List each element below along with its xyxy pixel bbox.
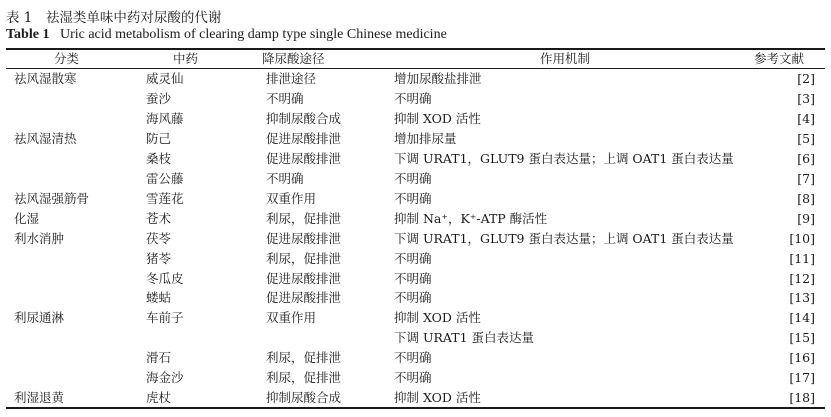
mechanism-cell: 抑制 XOD 活性: [394, 390, 481, 406]
mechanism-cell: 下调 URAT1，GLUT9 蛋白表达量；上调 OAT1 蛋白表达量: [394, 230, 734, 246]
table-row: [0, 388, 831, 407]
reference-cell: [8]: [797, 190, 815, 206]
table-row: [0, 368, 831, 387]
reference-cell: [9]: [797, 210, 815, 226]
table-row: [0, 89, 831, 108]
reference-cell: [18]: [789, 390, 815, 406]
mechanism-cell: 不明确: [394, 250, 432, 266]
pathway-cell: 不明确: [266, 170, 304, 186]
table-row: [0, 189, 831, 208]
mechanism-cell: 不明确: [394, 270, 432, 286]
medicine-cell: 车前子: [146, 310, 184, 326]
table-caption-en: [6, 27, 447, 43]
mechanism-cell: 增加排尿量: [394, 130, 457, 146]
medicine-cell: 滑石: [146, 350, 172, 366]
pathway-cell: 利尿，促排泄: [266, 350, 342, 366]
pathway-cell: 双重作用: [266, 190, 317, 206]
medicine-cell: 苍术: [146, 210, 172, 226]
medicine-cell: 海金沙: [146, 370, 184, 386]
medicine-cell: 蝼蛄: [146, 290, 172, 306]
table-title-en: Uric acid metabolism of clearing damp type single Chinese medicine: [59, 27, 447, 42]
category-cell: 祛风湿强筋骨: [14, 190, 90, 206]
reference-cell: [12]: [789, 270, 815, 286]
medicine-cell: 茯苓: [146, 230, 172, 246]
reference-cell: [5]: [797, 130, 815, 146]
mechanism-cell: 不明确: [394, 170, 432, 186]
pathway-cell: 利尿，促排泄: [266, 210, 342, 226]
reference-cell: [16]: [789, 350, 815, 366]
category-cell: 祛风湿清热: [14, 130, 77, 146]
mechanism-cell: 下调 URAT1 蛋白表达量: [394, 330, 535, 346]
pathway-cell: 抑制尿酸合成: [266, 110, 342, 126]
mechanism-cell: 抑制 XOD 活性: [394, 110, 481, 126]
header-medicine: 中药: [173, 51, 199, 66]
pathway-cell: 促进尿酸排泄: [266, 290, 342, 306]
category-cell: 祛风湿散寒: [14, 71, 77, 86]
pathway-cell: 利尿，促排泄: [266, 370, 342, 386]
bottom-rule: [6, 407, 825, 409]
mechanism-cell: 不明确: [394, 370, 432, 386]
reference-cell: [4]: [797, 110, 815, 126]
header-pathway: 降尿酸途径: [262, 51, 325, 66]
medicine-cell: 猪苓: [146, 250, 172, 266]
mechanism-cell: 增加尿酸盐排泄: [394, 71, 482, 86]
header-reference: 参考文献: [754, 51, 805, 66]
table-row: [0, 249, 831, 268]
table-row: [0, 109, 831, 128]
medicine-cell: 雪莲花: [146, 190, 184, 206]
header-mechanism: 作用机制: [540, 51, 591, 66]
reference-cell: [6]: [797, 150, 815, 166]
reference-cell: [7]: [797, 170, 815, 186]
mechanism-cell: 抑制 XOD 活性: [394, 310, 481, 326]
pathway-cell: 利尿，促排泄: [266, 250, 342, 266]
pathway-cell: 促进尿酸排泄: [266, 130, 342, 146]
pathway-cell: 促进尿酸排泄: [266, 150, 342, 166]
reference-cell: [14]: [789, 310, 815, 326]
pathway-cell: 抑制尿酸合成: [266, 390, 342, 406]
table-row: [0, 288, 831, 307]
table-label-en: Table 1: [6, 27, 50, 42]
medicine-cell: 海风藤: [146, 110, 184, 126]
table-row: [0, 348, 831, 367]
reference-cell: [11]: [789, 250, 815, 266]
header-category: 分类: [54, 51, 80, 66]
mechanism-cell: 下调 URAT1，GLUT9 蛋白表达量；上调 OAT1 蛋白表达量: [394, 150, 734, 166]
medicine-cell: 桑枝: [146, 150, 172, 166]
table-row: [0, 69, 831, 88]
pathway-cell: 双重作用: [266, 310, 317, 326]
mechanism-cell: 不明确: [394, 350, 432, 366]
category-cell: 利尿通淋: [14, 310, 65, 326]
medicine-cell: 蚕沙: [146, 91, 172, 106]
table-caption-cn: 表 1 祛湿类单味中药对尿酸的代谢: [6, 10, 222, 26]
mechanism-cell: 不明确: [394, 91, 432, 106]
medicine-cell: 威灵仙: [146, 71, 184, 86]
medicine-cell: 冬瓜皮: [146, 270, 184, 286]
category-cell: 化湿: [14, 210, 40, 226]
top-rule: [6, 48, 825, 50]
category-cell: 利湿退黄: [14, 390, 65, 406]
reference-cell: [10]: [789, 230, 815, 246]
medicine-cell: 防己: [146, 130, 172, 146]
table-row: [0, 149, 831, 168]
reference-cell: [13]: [789, 290, 815, 306]
table-row: [0, 129, 831, 148]
pathway-cell: 促进尿酸排泄: [266, 270, 342, 286]
mechanism-cell: 抑制 Na⁺，K⁺-ATP 酶活性: [394, 210, 548, 226]
pathway-cell: 排泄途径: [266, 71, 317, 86]
reference-cell: [3]: [797, 91, 815, 106]
medicine-cell: 雷公藤: [146, 170, 184, 186]
pathway-cell: 促进尿酸排泄: [266, 230, 342, 246]
table-row: [0, 209, 831, 228]
reference-cell: [15]: [789, 330, 815, 346]
mechanism-cell: 不明确: [394, 190, 432, 206]
table-row: [0, 169, 831, 188]
pathway-cell: 不明确: [266, 91, 304, 106]
reference-cell: [2]: [797, 71, 815, 86]
mechanism-cell: 不明确: [394, 290, 432, 306]
reference-cell: [17]: [789, 370, 815, 386]
medicine-cell: 虎杖: [146, 390, 172, 406]
table-row: [0, 269, 831, 288]
table-row: [0, 229, 831, 248]
category-cell: 利水消肿: [14, 230, 65, 246]
table-row: [0, 328, 831, 347]
table-row: [0, 308, 831, 327]
